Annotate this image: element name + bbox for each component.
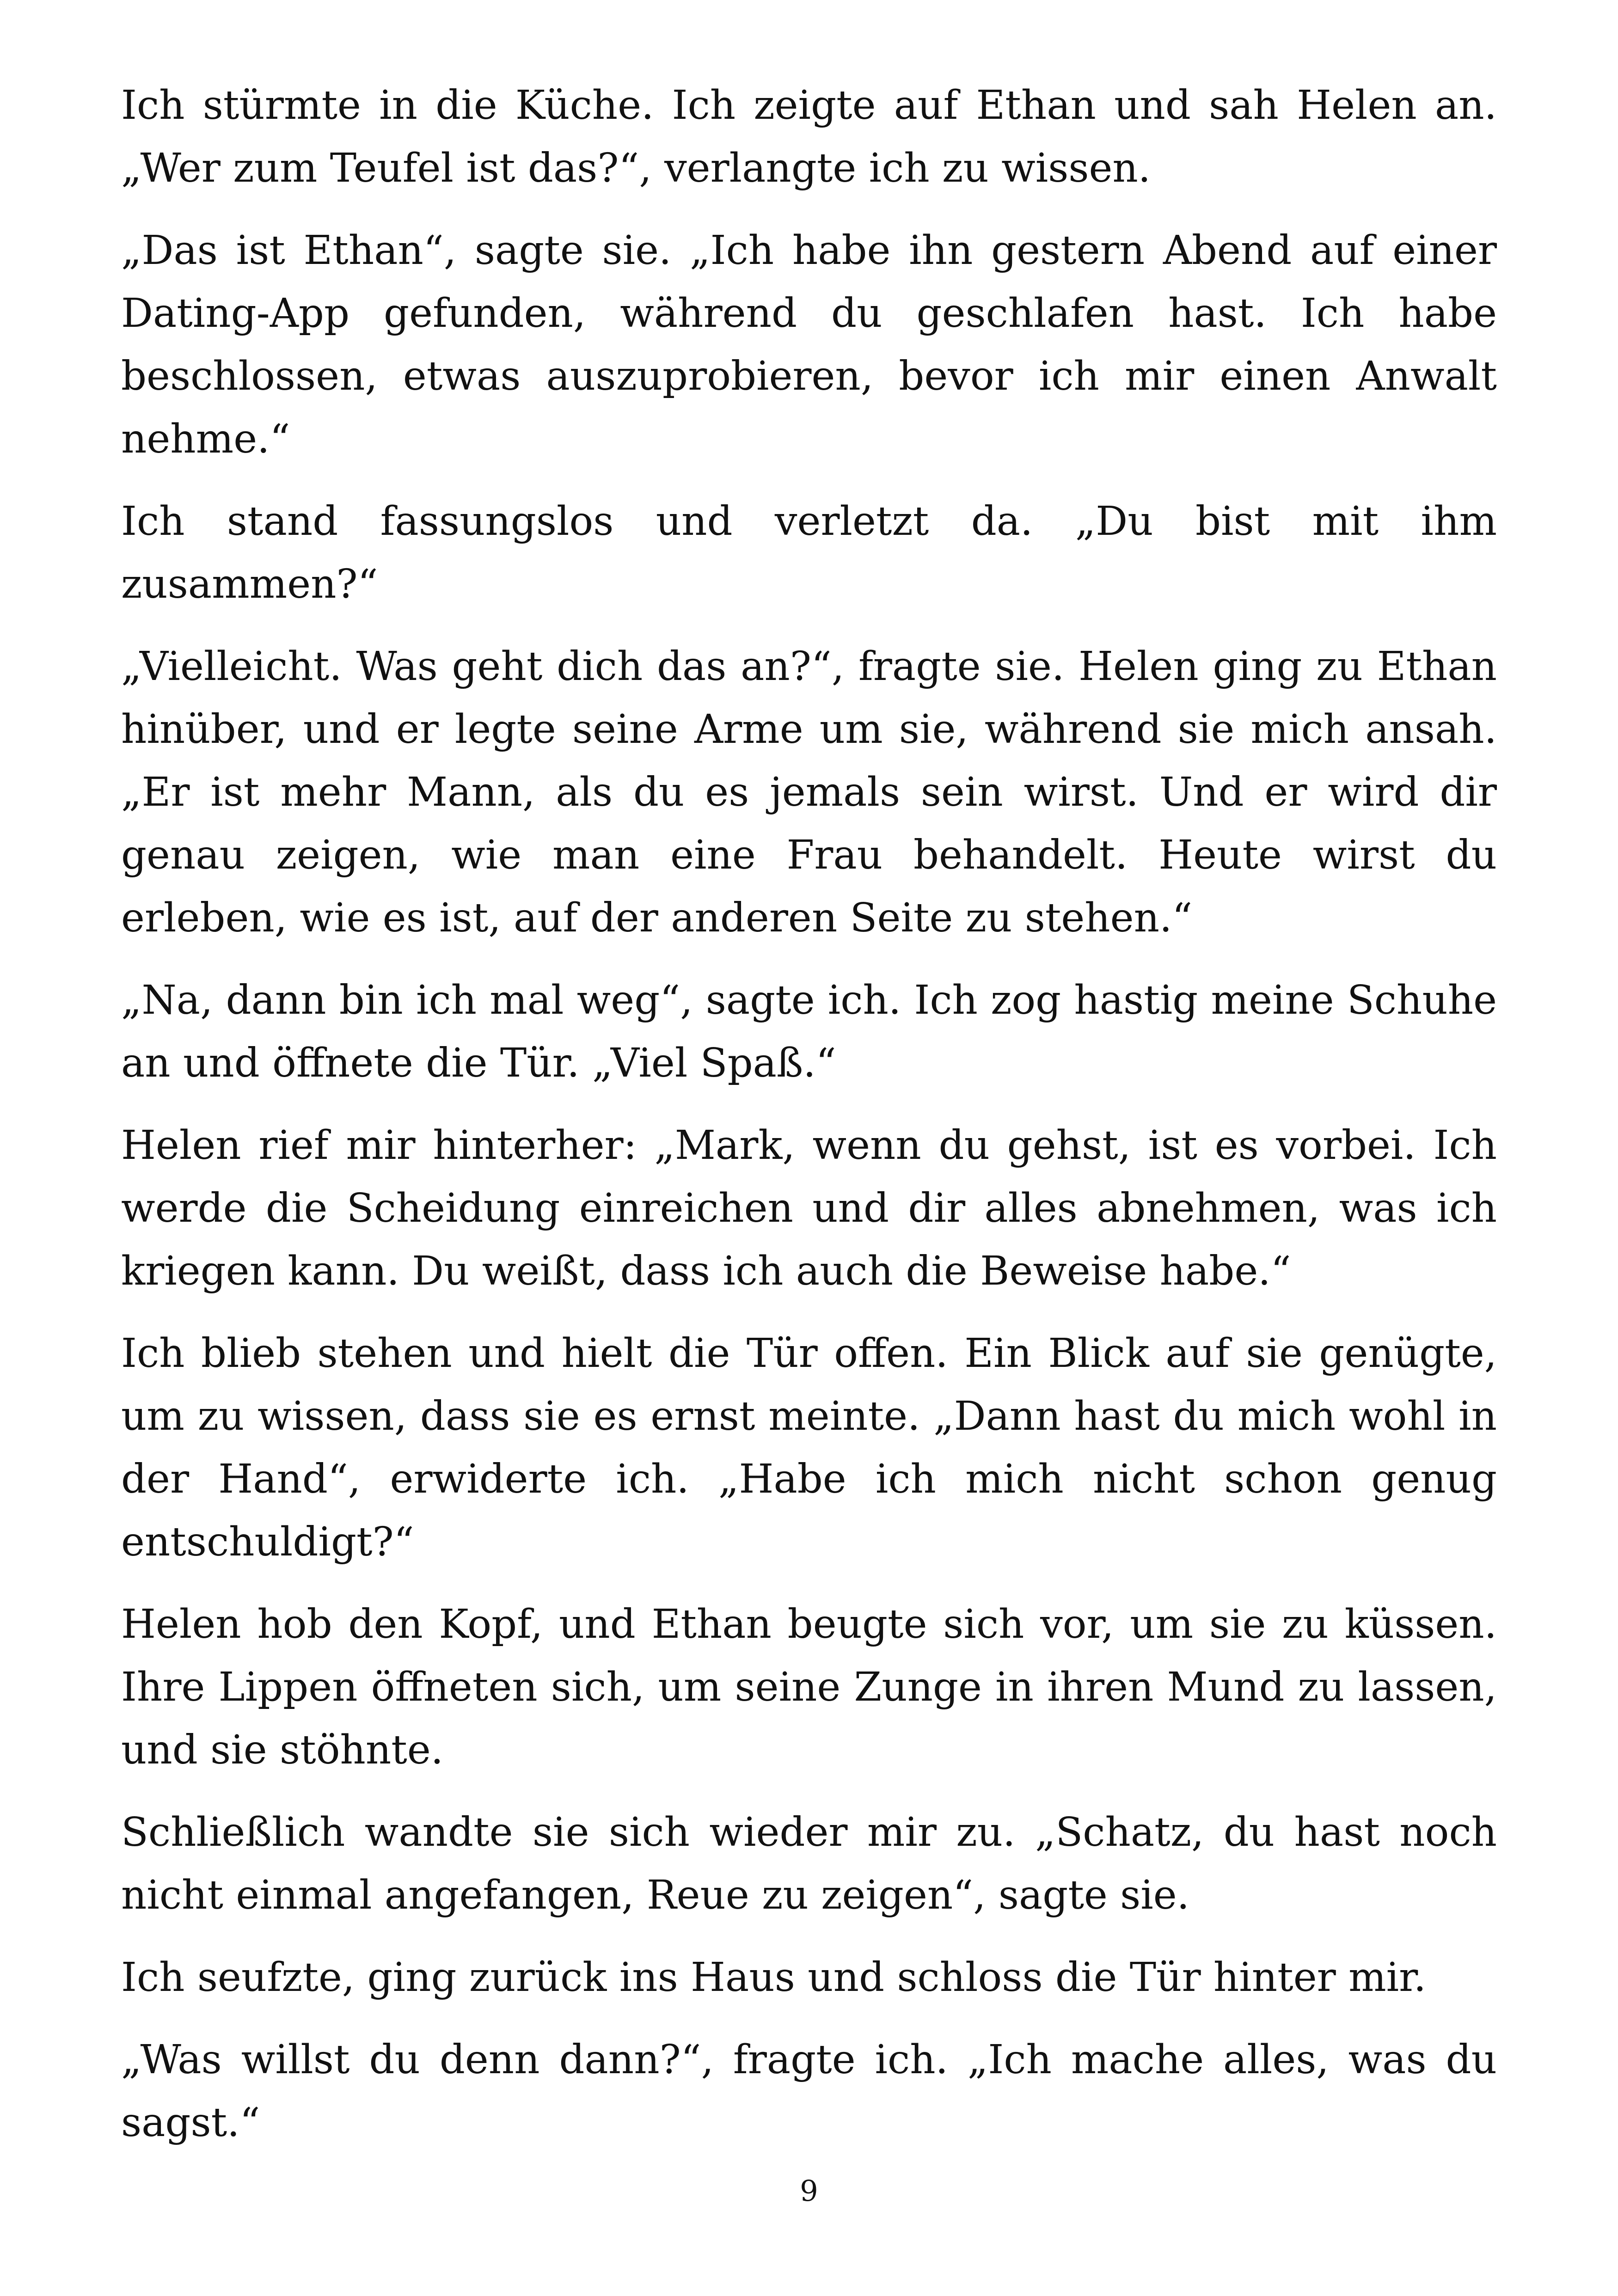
paragraph: Helen rief mir hinterher: „Mark, wenn du gehst, ist es vorbei. Ich werde die Scheidung einreichen und dir alles abnehmen, was ich kriegen kann. Du weißt, dass ich auch die Beweise habe.“ [121, 1122, 1497, 1294]
paragraph: Ich blieb stehen und hielt die Tür offen. Ein Blick auf sie genügte, um zu wissen, dass sie es ernst meinte. „Dann hast du mich wohl in der Hand“, erwiderte ich. „Habe ich mich nicht schon genug entschuldigt?“ [121, 1330, 1497, 1565]
paragraph: Ich seufzte, ging zurück ins Haus und schloss die Tür hinter mir. [121, 1954, 1427, 2001]
page-number: 9 [800, 2174, 818, 2208]
paragraph: „Das ist Ethan“, sagte sie. „Ich habe ihn gestern Abend auf einer Dating-App gefunden, während du geschlafen hast. Ich habe beschlossen, etwas auszuprobieren, bevor ich mir einen Anwalt nehme.“ [121, 227, 1497, 462]
paragraph: „Na, dann bin ich mal weg“, sagte ich. Ich zog hastig meine Schuhe an und öffnete die Tür. „Viel Spaß.“ [121, 977, 1497, 1086]
paragraph: „Vielleicht. Was geht dich das an?“, fragte sie. Helen ging zu Ethan hinüber, und er legte seine Arme um sie, während sie mich ansah. „Er ist mehr Mann, als du es jemals sein wirst. Und er wird dir genau zeigen, wie man eine Frau behandelt. Heute wirst du erleben, wie es ist, auf der anderen Seite zu stehen.“ [121, 643, 1497, 941]
paragraph: Schließlich wandte sie sich wieder mir zu. „Schatz, du hast noch nicht einmal angefangen, Reue zu zeigen“, sagte sie. [121, 1809, 1497, 1918]
paragraph: Helen hob den Kopf, und Ethan beugte sich vor, um sie zu küssen. Ihre Lippen öffneten sich, um seine Zunge in ihren Mund zu lassen, und sie stöhnte. [121, 1601, 1497, 1773]
body-text [121, 74, 1497, 2174]
paragraph: Ich stürmte in die Küche. Ich zeigte auf Ethan und sah Helen an. „Wer zum Teufel ist das?“, verlangte ich zu wissen. [121, 82, 1497, 191]
paragraph: „Was willst du denn dann?“, fragte ich. „Ich mache alles, was du sagst.“ [121, 2037, 1497, 2146]
paragraph: Ich stand fassungslos und verletzt da. „Du bist mit ihm zusammen?“ [121, 498, 1497, 607]
